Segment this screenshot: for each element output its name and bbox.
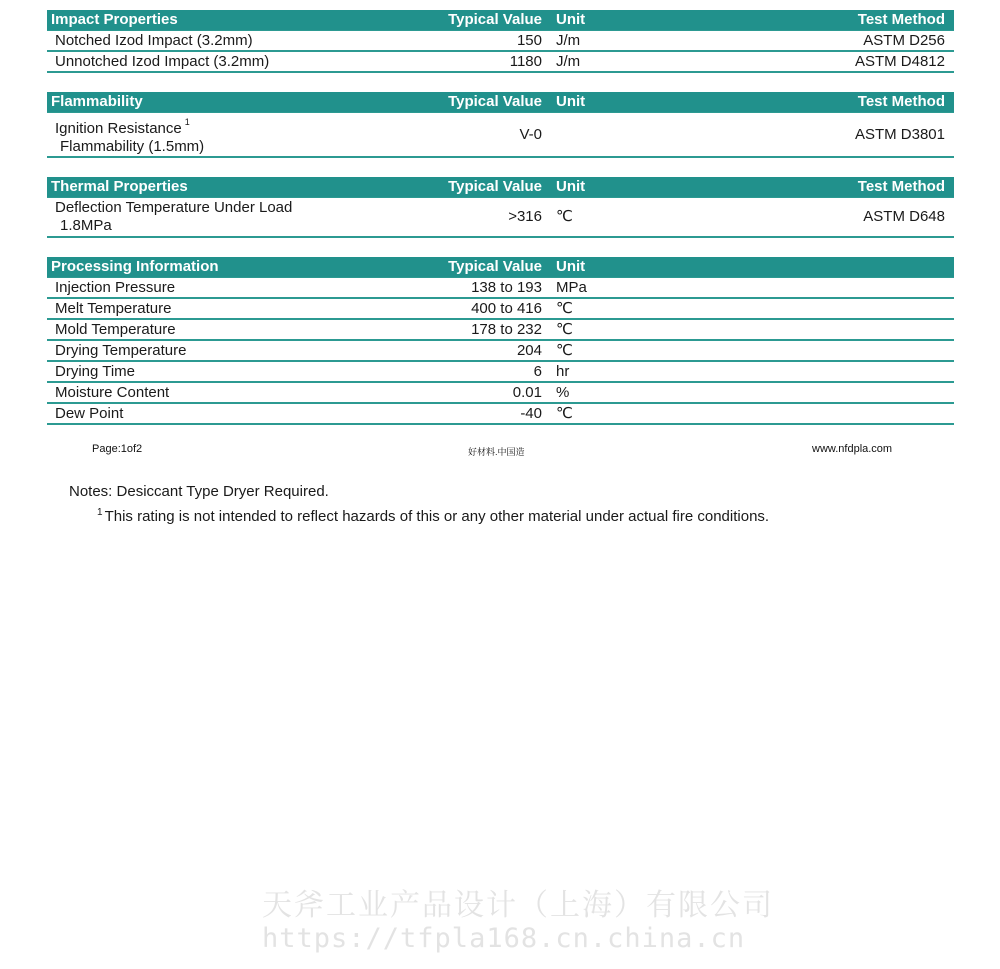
- page-number: Page:1of2: [92, 443, 143, 455]
- col-header-value: Typical Value: [448, 93, 542, 110]
- col-header-method: Test Method: [857, 178, 945, 195]
- footer-website: www.nfdpla.com: [812, 443, 893, 455]
- page-footer: [0, 443, 1000, 461]
- property-unit: ℃: [548, 403, 648, 424]
- table-row: [47, 298, 954, 319]
- footer-slogan: 好材料.中国造: [468, 447, 525, 457]
- property-name: Moisture Content: [47, 382, 439, 403]
- property-subname: Flammability (1.5mm): [60, 138, 205, 155]
- footnote-mark: 1: [184, 117, 190, 127]
- test-method: ASTM D4812: [648, 51, 954, 72]
- property-unit: ℃: [548, 198, 648, 238]
- table-row: [47, 51, 954, 72]
- table-row: [47, 113, 954, 158]
- table-header: [47, 10, 954, 31]
- section-title: Processing Information: [51, 258, 219, 275]
- datasheet: [47, 10, 954, 444]
- section-title: Impact Properties: [51, 11, 178, 28]
- flammability-table: [47, 92, 954, 158]
- property-unit: hr: [548, 361, 648, 382]
- thermal-properties-table: [47, 177, 954, 238]
- test-method: ASTM D256: [648, 31, 954, 52]
- table-header: [47, 177, 954, 198]
- property-name: Drying Temperature: [47, 340, 439, 361]
- property-value: V-0: [439, 113, 548, 158]
- property-name: Melt Temperature: [47, 298, 439, 319]
- section-title: Flammability: [51, 93, 143, 110]
- property-unit: %: [548, 382, 648, 403]
- property-name: Drying Time: [47, 361, 439, 382]
- property-unit: [548, 113, 648, 158]
- property-name-cell: [47, 198, 439, 238]
- property-value: -40: [439, 403, 548, 424]
- table-row: [47, 340, 954, 361]
- test-method: ASTM D648: [648, 198, 954, 238]
- test-method: [648, 340, 954, 361]
- property-unit: J/m: [548, 31, 648, 52]
- watermark-url: https://tfpla168.cn.china.cn: [262, 923, 746, 954]
- col-header-method-empty: [648, 257, 954, 278]
- col-header-value: Typical Value: [448, 178, 542, 195]
- property-name-cell: [47, 113, 439, 158]
- property-value: 400 to 416: [439, 298, 548, 319]
- table-row: [47, 361, 954, 382]
- property-value: 150: [439, 31, 548, 52]
- test-method: [648, 382, 954, 403]
- footnote-mark: 1: [97, 507, 103, 518]
- property-name: Unnotched Izod Impact (3.2mm): [47, 51, 439, 72]
- footnote-line: [97, 507, 769, 525]
- table-row: [47, 278, 954, 299]
- section-title: Thermal Properties: [51, 178, 188, 195]
- table-row: [47, 31, 954, 52]
- col-header-method: Test Method: [857, 93, 945, 110]
- notes-line: Notes: Desiccant Type Dryer Required.: [69, 483, 329, 500]
- property-unit: J/m: [548, 51, 648, 72]
- test-method: [648, 298, 954, 319]
- table-header: [47, 92, 954, 113]
- property-unit: ℃: [548, 319, 648, 340]
- property-value: 178 to 232: [439, 319, 548, 340]
- table-row: [47, 403, 954, 424]
- property-name: Deflection Temperature Under Load: [55, 199, 293, 216]
- watermark-company: 天斧工业产品设计（上海）有限公司: [262, 888, 774, 923]
- property-value: 6: [439, 361, 548, 382]
- table-row: [47, 382, 954, 403]
- property-name: Dew Point: [47, 403, 439, 424]
- test-method: ASTM D3801: [648, 113, 954, 158]
- col-header-unit: Unit: [556, 11, 586, 28]
- property-value: >316: [439, 198, 548, 238]
- col-header-method: Test Method: [857, 11, 945, 28]
- property-name: Mold Temperature: [47, 319, 439, 340]
- property-subname: 1.8MPa: [60, 217, 112, 234]
- impact-properties-table: [47, 10, 954, 73]
- col-header-unit: Unit: [556, 93, 586, 110]
- test-method: [648, 278, 954, 299]
- property-name: Notched Izod Impact (3.2mm): [47, 31, 439, 52]
- property-unit: ℃: [548, 340, 648, 361]
- property-value: 138 to 193: [439, 278, 548, 299]
- processing-information-table: [47, 257, 954, 425]
- test-method: [648, 403, 954, 424]
- property-name: Injection Pressure: [47, 278, 439, 299]
- property-value: 0.01: [439, 382, 548, 403]
- col-header-value: Typical Value: [448, 11, 542, 28]
- table-row: [47, 198, 954, 238]
- property-name: Ignition Resistance: [55, 120, 182, 137]
- table-row: [47, 319, 954, 340]
- property-value: 1180: [439, 51, 548, 72]
- property-value: 204: [439, 340, 548, 361]
- col-header-unit: Unit: [556, 178, 586, 195]
- col-header-value: Typical Value: [448, 258, 542, 275]
- table-header: [47, 257, 954, 278]
- col-header-unit: Unit: [556, 258, 586, 275]
- test-method: [648, 319, 954, 340]
- property-unit: ℃: [548, 298, 648, 319]
- property-unit: MPa: [548, 278, 648, 299]
- footnote-text: This rating is not intended to reflect hazards of this or any other material under actual fire conditions.: [104, 508, 770, 525]
- test-method: [648, 361, 954, 382]
